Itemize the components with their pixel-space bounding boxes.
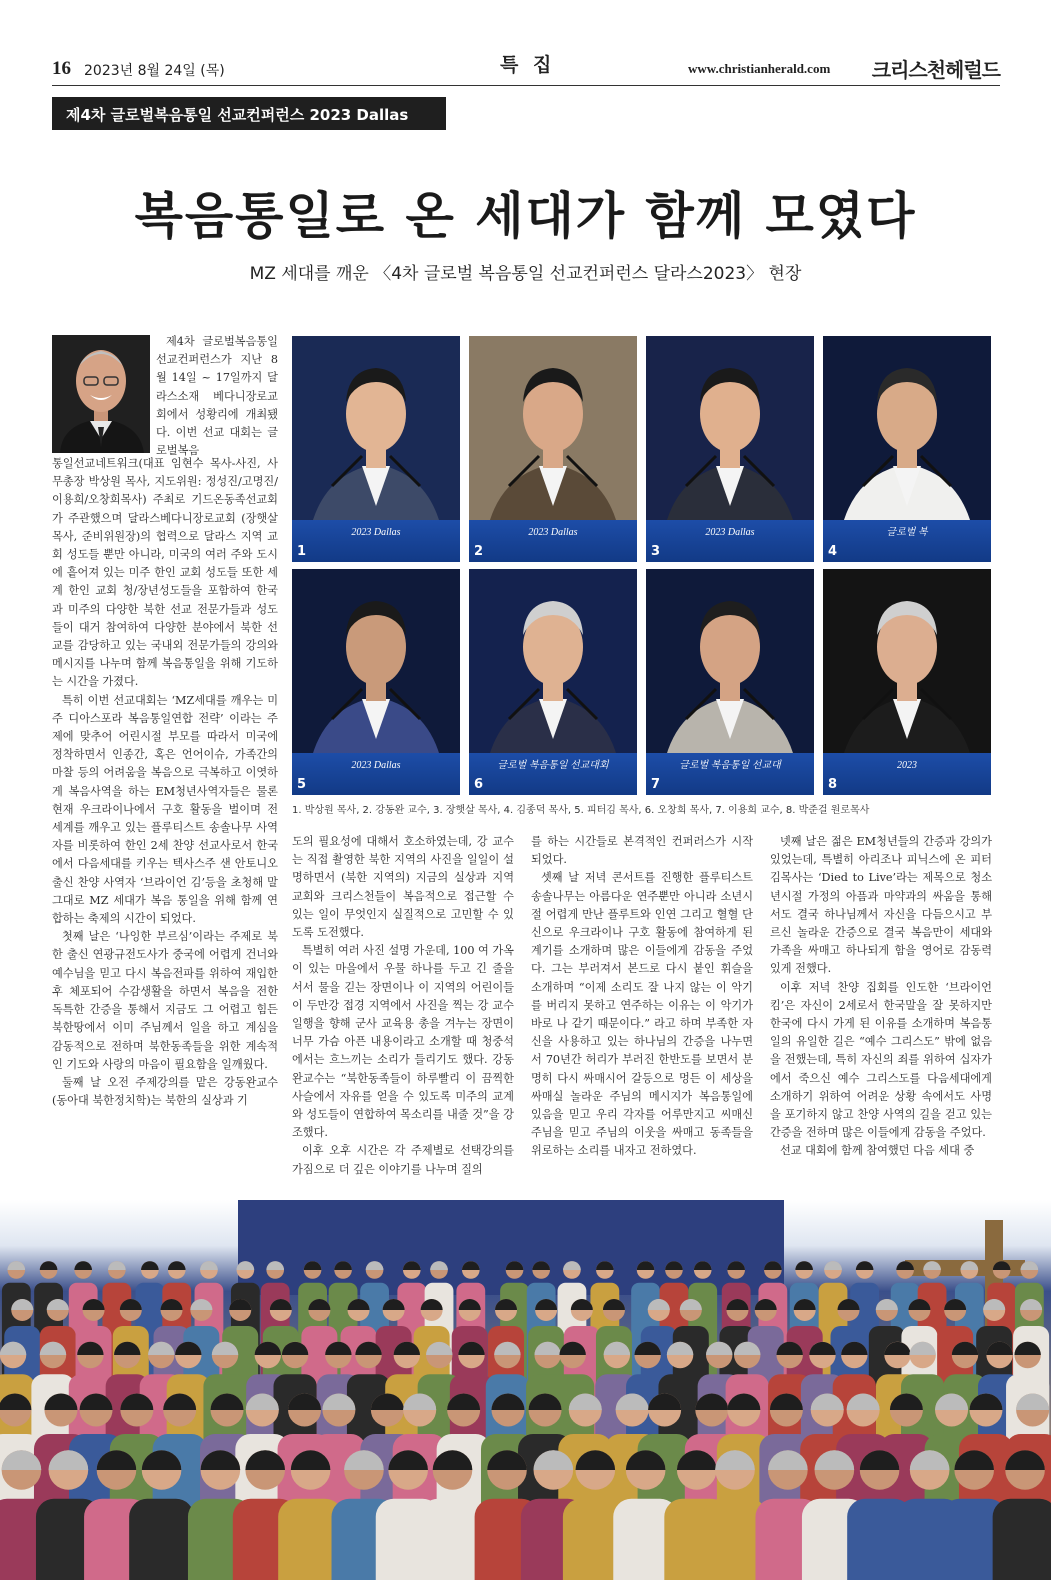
speaker-photo-grid (292, 336, 990, 795)
speaker-photo (646, 336, 814, 562)
article-column-1 (52, 455, 278, 1110)
banner-text: 글로벌 복음통일 선교대 (679, 760, 781, 771)
photo-number: 2 (474, 544, 484, 559)
speaker-photo (646, 569, 814, 795)
section-label: 특 집 (500, 54, 556, 76)
issue-date: 2023년 8월 24일 (목) (84, 63, 225, 79)
article-paragraph: 둘째 날 오전 주제강의를 맡은 강동완교수(동아대 북한정치학)는 북한의 실상과 기 (52, 1075, 278, 1108)
portrait-photo (52, 335, 150, 453)
speaker-photo (469, 569, 637, 795)
article-column-1-top (156, 333, 278, 460)
portrait-illustration (52, 335, 150, 453)
speaker-photo (469, 336, 637, 562)
website-link[interactable]: www.christianherald.com (688, 61, 831, 76)
photo-number: 8 (828, 777, 838, 792)
article-paragraph: 이후 저녁 찬양 집회를 인도한 ‘브라이언 킴’은 자신이 2세로서 한국말을 잘 못하지만 한국에 다시 가게 된 이유를 소개하며 복음통일의 유일한 길은 “예수 그리스도” 밖에 없음을 전했는데, 특히 자신의 죄를 위하여 십자가에서 죽으신 예수 그리스도를 다음세대에게 소개하기 위하여 어려운 상황 속에서도 사명을 포기하지 않고 찬양 사역의 길을 걷고 있는 간증을 전하며 많은 이들에게 감동을 주었다. (770, 980, 992, 1140)
article-paragraph: 특별히 여러 사진 설명 가운데, 100 여 가옥이 있는 마을에서 우물 하나를 두고 긴 줄을 서서 물을 긷는 장면이나 이 지역의 어린이들이 두만강 접경 지역에서 사진을 찍는 강 교수 일행을 향해 군사 교육용 총을 겨누는 장면이 너무 가슴 아픈 내용이라고 소개할 때 청중석에서는 흐느끼는 소리가 들리기도 했다. 강동완교수는 “북한동족들이 하루빨리 이 끔찍한 사슬에서 자유를 얻을 수 있도록 미주의 교계와 성도들이 연합하여 목소리를 내줄 것”을 강조했다. (292, 944, 514, 1140)
stage-screen (238, 1200, 784, 1295)
article-paragraph: 선교 대회에 함께 참여했던 다음 세대 중 (780, 1144, 975, 1158)
speaker-photo (823, 569, 991, 795)
photo-number: 6 (474, 777, 484, 792)
banner-text: 글로벌 복음통일 선교대회 (497, 760, 609, 771)
group-photo (0, 1200, 1051, 1580)
event-tag-bar: 제4차 글로벌복음통일 선교컨퍼런스 2023 Dallas (52, 97, 446, 130)
page-number: 16 (52, 58, 71, 79)
article-paragraph: 제4차 글로벌복음통일 선교컨퍼런스가 지난 8월 14일 ~ 17일까지 달라스소재 베다니장로교회에서 성황리에 개최됐다. 이번 선교 대회는 글로벌복음 (156, 335, 278, 458)
photo-number: 1 (297, 544, 307, 559)
article-column-3 (531, 833, 753, 1161)
banner-text: 2023 Dallas (528, 527, 578, 538)
subheadline: MZ 세대를 깨운 〈4차 글로벌 복음통일 선교컨퍼런스 달라스2023〉 현장 (249, 264, 802, 284)
speaker-photo (292, 336, 460, 562)
speaker-photo (823, 336, 991, 562)
article-paragraph: 넷째 날은 젊은 EM청년들의 간증과 강의가 있었는데, 특별히 아리조나 피닉스에 온 피터 김목사는 ‘Died to Live’라는 제목으로 청소년시절 가정의 아픔과 마약과의 싸움을 통해서도 결국 하나님께서 자신을 다듬으시고 부르신 놀라운 간증으로 결국 복음만이 세대와 가족을 싸매고 하나되게 함을 영어로 감동력있게 전했다. (770, 835, 992, 976)
banner-text: 2023 Dallas (351, 760, 401, 771)
banner-text: 2023 Dallas (351, 527, 401, 538)
article-paragraph: 셋째 날 저녁 콘서트를 진행한 플루티스트 송솔나무는 아름다운 연주뿐만 아니라 소년시절 어렵게 만난 플루트와 인연 그리고 혈혈 단신으로 우크라이나 구호 활동에 참여하게 된 계기를 소개하며 많은 이들에게 감동을 주었다. 그는 부러져서 본드로 다시 붙인 휘슬을 소개하며 “이제 소리도 잘 나지 않는 이 악기를 버리지 못하고 연주하는 이유는 이 악기가 바로 나 같기 때문이다.” 라고 하며 부족한 자신을 사용하고 있는 하나님의 간증을 나누면서 70년간 허리가 부러진 한반도를 보면서 분명히 다시 싸매시어 갈등으로 멍든 이 세상을 싸매실 놀라운 주님의 메시지가 복음통일에 있음을 믿고 우리 각자를 어루만지고 씨매신 주님을 믿고 주님의 이웃을 싸매고 동족들을 위로하는 소리를 내자고 전하였다. (531, 871, 753, 1158)
speaker-photo (292, 569, 460, 795)
article-paragraph: 특히 이번 선교대회는 ‘MZ세대를 깨우는 미주 디아스포라 복음통일연합 전략’ 이라는 주제에 맞추어 어린시절 부모를 따라서 미국에 정착하면서 인종간, 혹은 언어이슈, 가족간의 마찰 등의 어려움을 복음으로 극복하고 이엿하게 복음사역을 하는 EM청년사역자들은 물론 현재 우크라이나에서 구호 활동을 벌이며 전 세계를 깨우고 있는 플루티스트 송솔나무 사역자를 비롯하여 한인 2세 찬양 선교사로서 한국에서 다음세대를 키우는 텍사스주 샌 안토니오출신 찬양 사역자 ‘브라이언 김’등을 초청해 말 그대로 MZ 세대가 복음 통일을 위해 함께 연합하는 축제의 시간이 되었다. (52, 693, 278, 926)
article-paragraph: 를 하는 시간들로 본격적인 컨퍼러스가 시작되었다. (531, 835, 753, 867)
photo-number: 7 (651, 777, 661, 792)
article-paragraph: 도의 필요성에 대해서 호소하였는데, 강 교수는 직접 촬영한 북한 지역의 사진을 일일이 설명하면서 (북한 지역의) 지금의 실상과 지역 교회와 크리스천들이 복음적으로 접근할 수 있는 일이 무엇인지 실질적으로 고민할 수 있도록 도전했다. (292, 835, 514, 940)
article-paragraph: 이후 오후 시간은 각 주제별로 선택강의를 가짐으로 더 깊은 이야기를 나누며 질의 (292, 1144, 514, 1176)
photo-number: 4 (828, 544, 838, 559)
photo-caption: 1. 박상원 목사, 2. 강동완 교수, 3. 장햇살 목사, 4. 김종덕 목사, 5. 피터김 목사, 6. 오창희 목사, 7. 이용희 교수, 8. 박준걸 원로목사 (292, 805, 870, 816)
banner-text: 2023 (897, 760, 917, 771)
banner-text: 글로벌 복 (886, 527, 928, 538)
article-column-4 (770, 833, 992, 1161)
banner-text: 2023 Dallas (705, 527, 755, 538)
article-paragraph: 통일선교네트워크(대표 임현수 목사-사진, 사무총장 박상원 목사, 지도위원: 정성진/고명진/이용희/오창희목사) 주최로 기드온동족선교회가 주관했으며 달라스베다니장로교회 (장햇살 목사, 준비위원장)의 협력으로 달라스 지역 교회 성도들 뿐만 아니라, 미국의 여러 주와 도시에 흩어져 있는 미주 한인 교회 성도들 또한 세계 한인 교회 청/장년성도들을 포함하여 한국과 미주의 다양한 북한 선교 전문가들과 성도들이 대거 참여하여 다양한 분야에서 북한 선교를 감당하고 있는 국내외 전문가들의 강의와 메시지를 나누며 함께 복음통일을 위해 기도하는 시간을 가졌다. (52, 457, 278, 689)
photo-number: 5 (297, 777, 307, 792)
headline: 복음통일로 온 세대가 함께 모였다 (134, 186, 917, 245)
masthead-logo: 크리스천헤럴드 (871, 58, 1000, 82)
article-paragraph: 첫째 날은 ‘나잉한 부르심’이라는 주제로 북한 출신 연광규전도사가 중국에 어렵게 건너와 예수님을 믿고 다시 복음전파를 위하여 재입한 후 체포되어 수감생활을 하면서 복음을 전한 독특한 간증을 통해서 지금도 그 어렵고 힘든 북한땅에서 이미 주님께서 일을 하고 계심을 감동적으로 전하며 북한동족들을 위한 계속적인 기도와 사랑의 마음이 필요함을 일깨웠다. (52, 930, 278, 1071)
photo-number: 3 (651, 544, 661, 559)
crowd-illustration (0, 1200, 1051, 1580)
article-column-2 (292, 833, 514, 1179)
page-header (52, 48, 1000, 86)
